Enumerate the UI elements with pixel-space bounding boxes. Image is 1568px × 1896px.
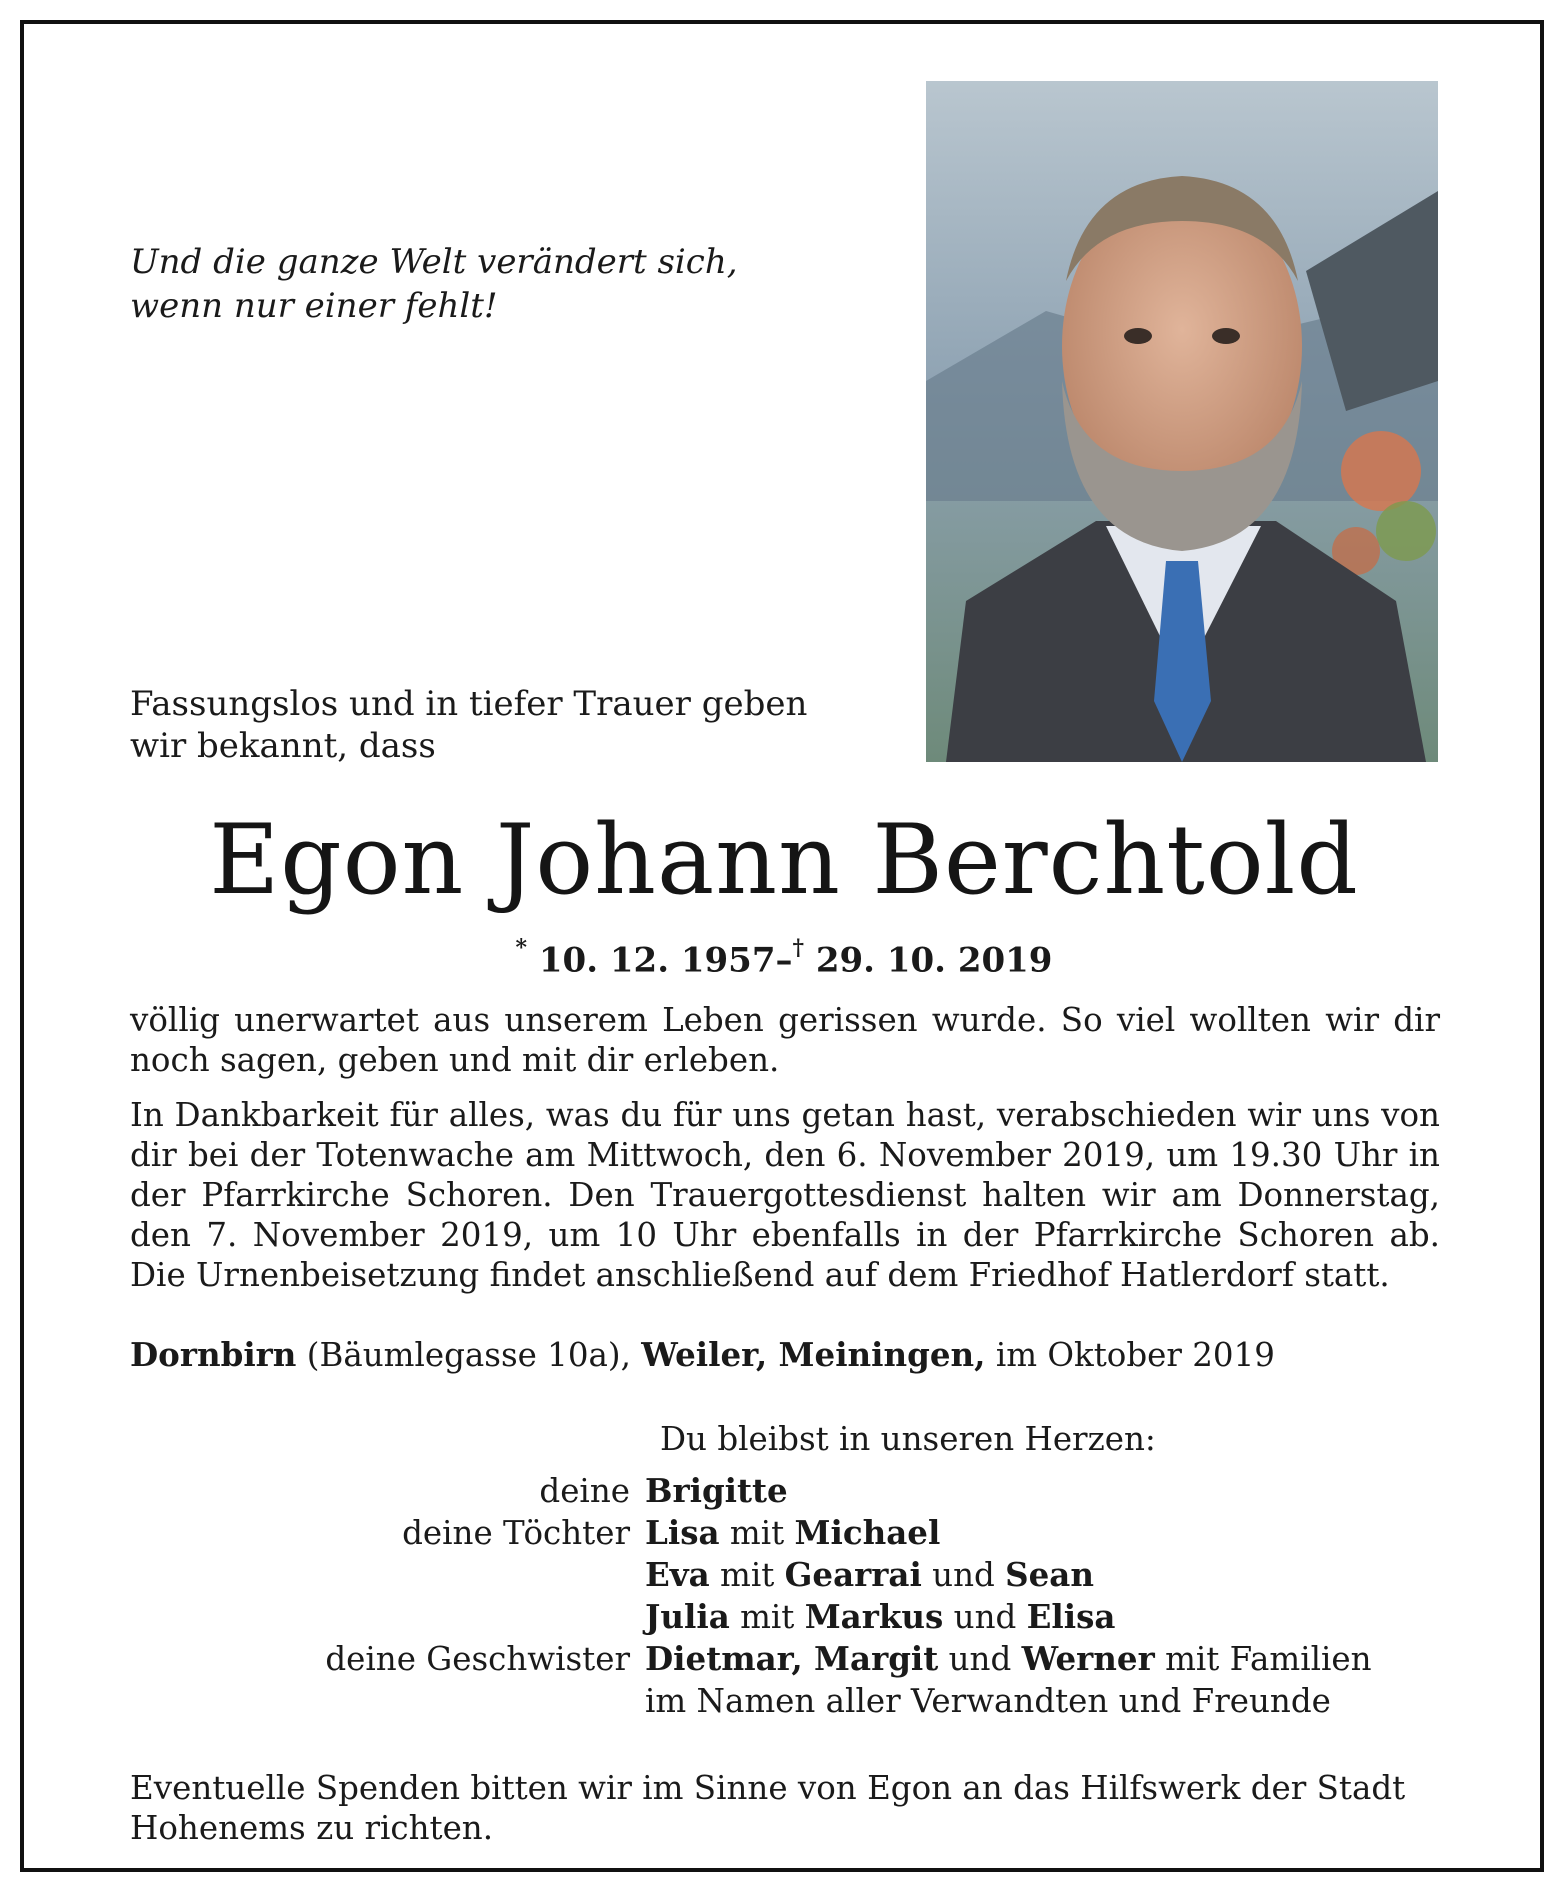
family-row-siblings <box>130 1638 1440 1680</box>
birth-date: 10. 12. 1957 <box>538 940 776 981</box>
family-row-daughter-2 <box>130 1554 1440 1596</box>
wife-name: Brigitte <box>645 1471 788 1510</box>
partner-name: Markus <box>804 1597 944 1636</box>
death-symbol: † <box>792 935 805 961</box>
relation-label: deine Töchter <box>402 1514 630 1552</box>
place-date: im Oktober 2019 <box>985 1336 1275 1374</box>
relation-label: deine Geschwister <box>325 1640 630 1678</box>
p2-line-1: In Dankbarkeit für alles, was du für uns getan hast, verabschieden wir uns von <box>130 1096 1440 1134</box>
announcement-paragraph <box>130 1000 1440 1080</box>
date-separator: – <box>775 940 793 981</box>
donation-note <box>130 1768 1440 1848</box>
family-heading: Du bleibst in unseren Herzen: <box>660 1420 1156 1458</box>
all-relatives-text: im Namen aller Verwandten und Freunde <box>645 1682 1331 1720</box>
family-row-wife <box>130 1470 1440 1512</box>
motto-line-1: Und die ganze Welt verändert sich, <box>130 242 738 282</box>
connector-text: mit <box>729 1598 805 1636</box>
intro-line-1: Fassungslos und in tiefer Trauer geben <box>130 684 808 724</box>
life-dates <box>0 930 1568 982</box>
child-name: Sean <box>1005 1555 1094 1594</box>
daughter-name: Lisa <box>645 1513 720 1552</box>
daughter-name: Eva <box>645 1555 710 1594</box>
motto-line-2: wenn nur einer fehlt! <box>130 286 498 326</box>
connector-text: und <box>938 1640 1022 1678</box>
motto-quote <box>130 240 830 328</box>
daughter-name: Julia <box>645 1597 730 1636</box>
connector-text: und <box>921 1556 1006 1594</box>
portrait-photo <box>926 81 1438 762</box>
family-row-all <box>130 1680 1440 1722</box>
connector-text: mit <box>719 1514 795 1552</box>
place-address: (Bäumlegasse 10a), <box>296 1336 642 1374</box>
sibling-name-last: Werner <box>1021 1639 1155 1678</box>
connector-text: und <box>943 1598 1027 1636</box>
death-date: 29. 10. 2019 <box>815 940 1053 981</box>
closing-line-1: Eventuelle Spenden bitten wir im Sinne von Egon an das Hilfswerk der Stadt <box>130 1769 1406 1807</box>
p1-line-2: noch sagen, geben und mit dir erleben. <box>130 1041 780 1079</box>
intro-line-2: wir bekannt, dass <box>130 726 436 766</box>
family-row-daughter-1 <box>130 1512 1440 1554</box>
p2-line-3: der Pfarrkirche Schoren. Den Trauergottesdienst halten wir am Donnerstag, <box>130 1176 1440 1214</box>
ceremony-paragraph <box>130 1095 1440 1295</box>
deceased-name: Egon Johann Berchtold <box>209 804 1359 916</box>
partner-name: Michael <box>794 1513 941 1552</box>
child-name: Elisa <box>1026 1597 1116 1636</box>
place-and-date <box>130 1335 1440 1375</box>
p2-line-4: den 7. November 2019, um 10 Uhr ebenfalls in der Pfarrkirche Schoren ab. <box>130 1216 1440 1254</box>
partner-name: Gearrai <box>784 1555 922 1594</box>
relation-label: deine <box>539 1472 630 1510</box>
p2-line-2: dir bei der Totenwache am Mittwoch, den 6. November 2019, um 19.30 Uhr in <box>130 1136 1440 1174</box>
p2-line-5: Die Urnenbeisetzung findet anschließend auf dem Friedhof Hatlerdorf statt. <box>130 1256 1390 1294</box>
birth-symbol: * <box>515 935 528 961</box>
family-list <box>130 1470 1440 1722</box>
portrait-photo-icon <box>926 81 1438 762</box>
connector-text: mit <box>709 1556 785 1594</box>
closing-line-2: Hohenems zu richten. <box>130 1809 494 1847</box>
place-others: Weiler, Meiningen, <box>641 1335 986 1374</box>
sibling-names: Dietmar, Margit <box>645 1639 939 1678</box>
p1-line-1: völlig unerwartet aus unserem Leben gerissen wurde. So viel wollten wir dir <box>130 1001 1440 1039</box>
place-city: Dornbirn <box>130 1335 297 1374</box>
family-row-daughter-3 <box>130 1596 1440 1638</box>
intro-text <box>130 683 890 767</box>
connector-text: mit Familien <box>1154 1640 1372 1678</box>
